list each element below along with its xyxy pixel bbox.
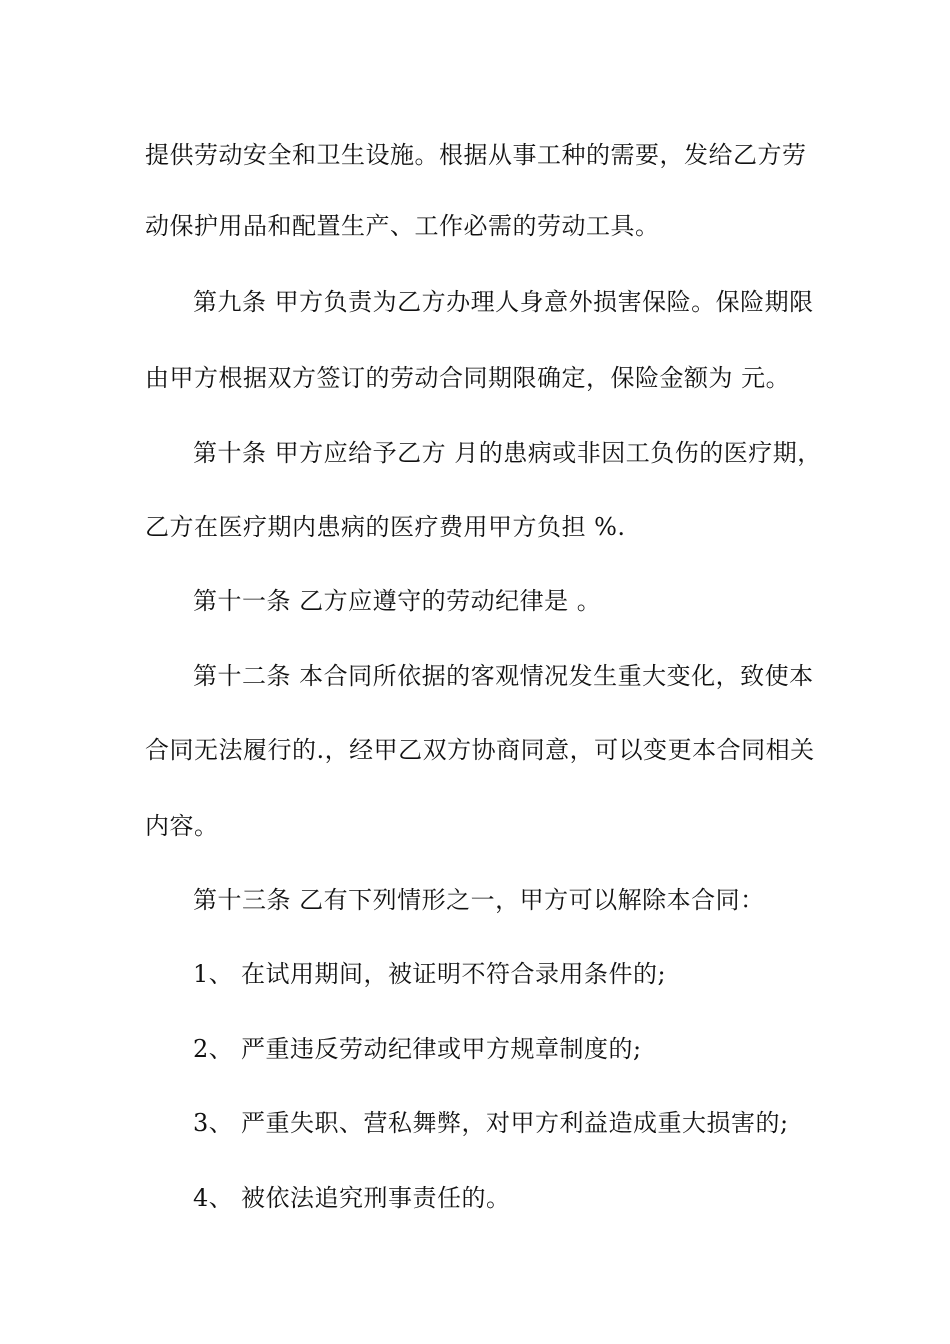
list-item-number: 1、 — [193, 960, 234, 988]
paragraph-line: 由甲方根据双方签订的劳动合同期限确定，保险金额为 元。 — [145, 364, 791, 392]
list-item — [193, 959, 666, 989]
article-12-line: 第十二条 本合同所依据的客观情况发生重大变化，致使本 — [193, 662, 814, 690]
paragraph-line: 乙方在医疗期内患病的医疗费用甲方负担 %. — [145, 513, 626, 541]
list-item-number: 2、 — [193, 1035, 234, 1063]
paragraph-line: 提供劳动安全和卫生设施。根据从事工种的需要，发给乙方劳 — [145, 141, 807, 169]
article-13-line: 第十三条 乙有下列情形之一，甲方可以解除本合同： — [193, 886, 765, 914]
article-11-line: 第十一条 乙方应遵守的劳动纪律是 。 — [193, 587, 602, 615]
list-item-text: 严重失职、营私舞弊，对甲方利益造成重大损害的; — [241, 1109, 789, 1137]
list-item-text: 在试用期间，被证明不符合录用条件的; — [241, 960, 667, 988]
list-item-number: 4、 — [193, 1184, 234, 1212]
list-item-number: 3、 — [193, 1109, 234, 1137]
paragraph-line: 动保护用品和配置生产、工作必需的劳动工具。 — [145, 212, 660, 240]
list-item-text: 严重违反劳动纪律或甲方规章制度的; — [241, 1035, 642, 1063]
list-item — [193, 1183, 511, 1213]
article-9-line: 第九条 甲方负责为乙方办理人身意外损害保险。保险期限 — [193, 288, 814, 316]
list-item — [193, 1034, 642, 1064]
article-10-line: 第十条 甲方应给予乙方 月的患病或非因工负伤的医疗期， — [193, 439, 822, 467]
paragraph-line: 合同无法履行的.，经甲乙双方协商同意，可以变更本合同相关 — [145, 736, 815, 764]
paragraph-line: 内容。 — [145, 812, 219, 840]
list-item-text: 被依法追究刑事责任的。 — [241, 1184, 511, 1212]
list-item — [193, 1108, 789, 1138]
